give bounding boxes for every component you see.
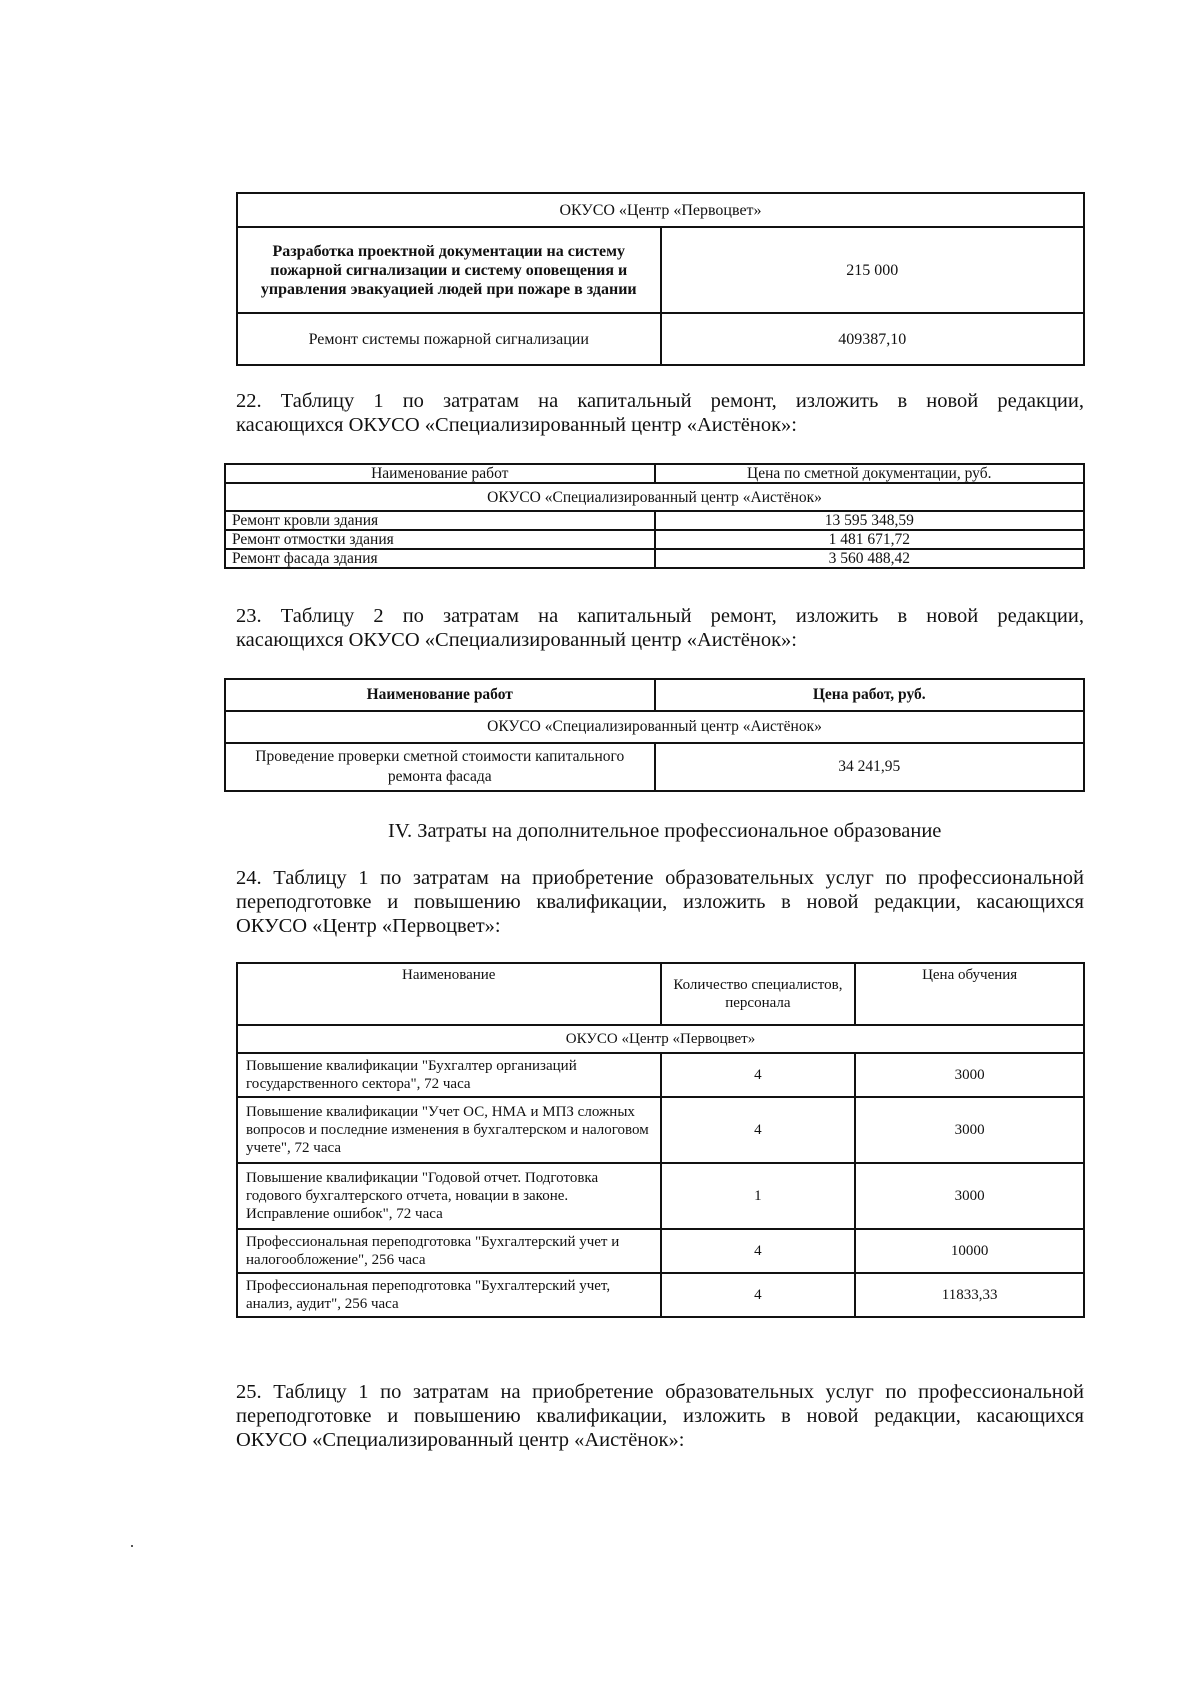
scan-speck: [131, 1545, 133, 1547]
table-header-price: Цена обучения: [855, 963, 1084, 1025]
table-org-row: ОКУСО «Специализированный центр «Аистёнок»: [225, 483, 1084, 511]
table-header-price: Цена работ, руб.: [655, 679, 1085, 711]
table-cell-value: 1 481 671,72: [655, 530, 1085, 549]
table-cell-value: 409387,10: [661, 313, 1085, 365]
paragraph-line: 25. Таблицу 1 по затратам на приобретение образовательных услуг по профессиональной: [236, 1381, 1084, 1403]
table-cell-qty: 1: [661, 1163, 856, 1229]
table-pervotsvet-fire: [236, 192, 1085, 366]
table-cell-value: 13 595 348,59: [655, 511, 1085, 530]
table-cell-price: 3000: [855, 1163, 1084, 1229]
paragraph-line: 24. Таблицу 1 по затратам на приобретение образовательных услуг по профессиональной: [236, 867, 1084, 889]
paragraph-line: 23. Таблицу 2 по затратам на капитальный ремонт, изложить в новой редакции,: [236, 605, 1084, 627]
table-header-price: Цена по сметной документации, руб.: [655, 464, 1085, 483]
table-cell-name: Проведение проверки сметной стоимости капитального ремонта фасада: [225, 743, 655, 791]
table-cell-price: 3000: [855, 1053, 1084, 1097]
table-cell-name: Повышение квалификации "Учет ОС, НМА и МПЗ сложных вопросов и последние изменения в бухгалтерском и налоговом учете", 72 часа: [237, 1097, 661, 1163]
table-org-row: ОКУСО «Специализированный центр «Аистёнок»: [225, 711, 1084, 743]
table-cell-price: 3000: [855, 1097, 1084, 1163]
table-cell-value: 3 560 488,42: [655, 549, 1085, 568]
table-cell-name: Повышение квалификации "Годовой отчет. Подготовка годового бухгалтерского отчета, новации в законе. Исправление ошибок", 72 часа: [237, 1163, 661, 1229]
table-cell-name: Ремонт системы пожарной сигнализации: [237, 313, 661, 365]
paragraph-24: [236, 866, 1084, 938]
paragraph-23: [236, 604, 1084, 652]
paragraph-25: [236, 1380, 1084, 1452]
table-org-row: ОКУСО «Центр «Первоцвет»: [237, 193, 1084, 227]
table-cell-qty: 4: [661, 1053, 856, 1097]
paragraph-line: ОКУСО «Специализированный центр «Аистёнок»:: [236, 1429, 685, 1451]
paragraph-line: касающихся ОКУСО «Специализированный центр «Аистёнок»:: [236, 414, 797, 436]
table-cell-value: 34 241,95: [655, 743, 1085, 791]
table-org-row: ОКУСО «Центр «Первоцвет»: [237, 1025, 1084, 1053]
table-header-qty: Количество специалистов, персонала: [661, 963, 856, 1025]
table-header-name: Наименование: [237, 963, 661, 1025]
table-cell-name: Ремонт кровли здания: [225, 511, 655, 530]
paragraph-line: переподготовке и повышению квалификации, изложить в новой редакции, касающихся: [236, 1405, 1084, 1427]
table-cell-value: 215 000: [661, 227, 1085, 313]
table-cell-qty: 4: [661, 1097, 856, 1163]
section-heading: IV. Затраты на дополнительное профессиональное образование: [388, 820, 942, 842]
paragraph-line: ОКУСО «Центр «Первоцвет»:: [236, 915, 501, 937]
paragraph-22: [236, 389, 1084, 437]
table-cell-name: Повышение квалификации "Бухгалтер организаций государственного сектора", 72 часа: [237, 1053, 661, 1097]
table-cell-price: 11833,33: [855, 1273, 1084, 1317]
table-cell-name: Профессиональная переподготовка "Бухгалтерский учет, анализ, аудит", 256 часа: [237, 1273, 661, 1317]
paragraph-line: 22. Таблицу 1 по затратам на капитальный ремонт, изложить в новой редакции,: [236, 390, 1084, 412]
table-header-name: Наименование работ: [225, 464, 655, 483]
paragraph-line: касающихся ОКУСО «Специализированный центр «Аистёнок»:: [236, 629, 797, 651]
table-24: [236, 962, 1085, 1318]
table-cell-name: Ремонт фасада здания: [225, 549, 655, 568]
table-cell-qty: 4: [661, 1229, 856, 1273]
table-23: [224, 678, 1085, 792]
table-cell-name: Разработка проектной документации на систему пожарной сигнализации и систему оповещения и управления эвакуацией людей при пожаре в здании: [237, 227, 661, 313]
paragraph-line: переподготовке и повышению квалификации, изложить в новой редакции, касающихся: [236, 891, 1084, 913]
table-cell-name: Ремонт отмостки здания: [225, 530, 655, 549]
table-cell-price: 10000: [855, 1229, 1084, 1273]
table-header-name: Наименование работ: [225, 679, 655, 711]
table-cell-name: Профессиональная переподготовка "Бухгалтерский учет и налогообложение", 256 часа: [237, 1229, 661, 1273]
table-22: [224, 463, 1085, 569]
table-cell-qty: 4: [661, 1273, 856, 1317]
